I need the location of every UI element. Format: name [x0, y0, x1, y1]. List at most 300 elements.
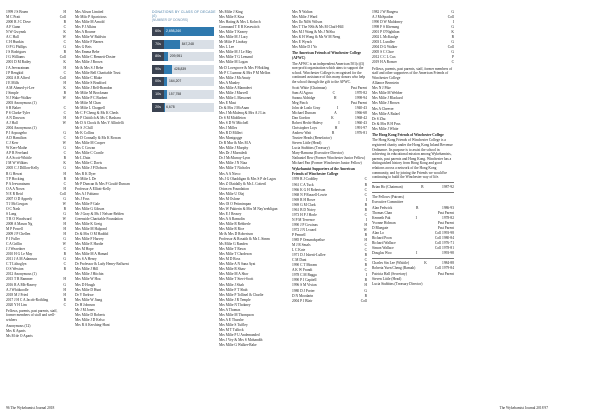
- donor-entry-part-1: B: [63, 176, 66, 181]
- bar-fill: [164, 40, 180, 49]
- section-paragraph: The Hong Kong Friends of Winchester College is a registered charity under the Hong Kong Inland Revenue Ordinance. Its purpose is to assist the school in achieving its educational mission among Wykehamists, parents, past parents and Hong Kong. Winchester has a distinguished history from Hong Kong and good relations across a network of the Hong Kong community, and by joining the Friends we would be continuing to build the Winchester way of life.: [372, 138, 453, 180]
- donor-entry-part-0: A J Hall: [6, 121, 18, 126]
- donor-entry-part-1: C: [364, 212, 367, 217]
- donor-entry: Dr Professor & Lady Henry-Enfluent: [75, 262, 129, 267]
- bar-track: [164, 103, 214, 112]
- donor-entry: Mr Milie L De: [75, 176, 97, 181]
- table-row-part-1: K: [331, 115, 334, 120]
- donor-entry: Mrs Milie J R Temple: [219, 297, 251, 302]
- donor-entry: Dr S M Middleton: [219, 115, 246, 120]
- donor-entry: Mrs A Manley: [219, 80, 240, 85]
- donor-entry: Mrs Milie J N Niaa: [219, 161, 247, 166]
- donor-entry: Mrs Milie C Blake: [75, 75, 103, 80]
- bar-value-label: 847,248: [181, 41, 194, 46]
- donor-entry-part-1: I: [365, 217, 367, 222]
- donor-entry: Mr & Mrs S J Bebe: [75, 65, 104, 70]
- donor-entry: Mrs W Pakterin & Mrs M Nay'seekligan: [219, 206, 278, 211]
- donor-entry-part-1: G: [63, 166, 66, 171]
- committee-row-part-1: K: [424, 261, 427, 266]
- donor-entry-part-1: I: [365, 197, 367, 202]
- donor-entry: Mrs Milie L Massonet: [219, 95, 252, 100]
- donor-entry-part-1: H: [63, 221, 66, 226]
- bar-track: [164, 27, 214, 36]
- donor-entry-part-1: Coll: [59, 191, 66, 196]
- donor-entry-part-0: A D Hamilton: [6, 136, 27, 141]
- donor-entry-part-1: W: [62, 35, 66, 40]
- committee-row-part-1: Past Parent: [437, 226, 454, 231]
- bar-category-label: 20s: [152, 103, 164, 112]
- donor-entry-part-1: C: [63, 181, 66, 186]
- donor-entry-part-0: 2011 J A M Adamson: [6, 257, 38, 262]
- donor-entry-part-1: B: [364, 207, 367, 212]
- committee-row-part-0: Douglas Woo: [372, 251, 392, 256]
- donor-entry: Mrs Alison Limited: [75, 10, 104, 14]
- donor-entry-part-0: 2001 D M Bailey: [6, 60, 32, 65]
- donor-entry: Mr Milo P Aparicious: [75, 15, 107, 20]
- footer-right: The Wykehamist Journal 2018 97: [499, 406, 548, 410]
- donor-entry-part-1: G: [63, 146, 66, 151]
- donor-entry-part-1: C: [63, 136, 66, 141]
- table-row-part-1: B: [331, 130, 335, 135]
- donor-entry: Mr C F Cheng & Ms K Cheds: [75, 110, 119, 115]
- chart-title: DONATIONS BY CLASS OF DECADE (£): [152, 10, 216, 18]
- donor-entry: Mrs Milie A Manndeei: [219, 85, 252, 90]
- donor-entry-part-0: C J Kerr: [6, 141, 19, 146]
- donor-entry: Mrs G Beis: [75, 45, 92, 50]
- donor-column-6: [372, 10, 454, 287]
- section-note: Fellows, parents, past parents, staff, former members of staff and well-wishers: [6, 308, 58, 322]
- committee-row-part-1: Past Parent: [437, 221, 454, 226]
- table-row-part-2: 1940-43: [355, 105, 367, 110]
- donor-entry: Mrs Milie J Ward: [292, 15, 318, 20]
- donor-entry: Ms J G Ohaddigan & Mrs S P de Lagos: [219, 176, 277, 181]
- donor-entry: Mrs Milie J White: [372, 126, 399, 131]
- donor-entry-part-0: C A Grillin: [6, 242, 22, 247]
- donor-entry: Mrs Milie J D Kelso: [75, 317, 105, 322]
- donor-entry: Mrs Montgogge: [219, 136, 243, 141]
- donor-entry-part-1: G: [63, 257, 66, 262]
- donor-entry: Mrs T The NSh & Ms M Chaff-Hill: [292, 25, 344, 30]
- donor-entry: Mrs Milie M J Lacy: [219, 35, 248, 40]
- donor-entry-part-1: B: [364, 293, 367, 298]
- donor-entry-part-1: C: [63, 110, 66, 115]
- donor-entry-part-0: 1990 J P Cowinas: [292, 222, 318, 227]
- donor-entry: Mrs Milie P Tollinel & Charlie: [219, 292, 264, 297]
- donor-entry-part-0: 1971 D J Isberti-Lullee: [292, 253, 326, 258]
- divider: [372, 258, 454, 259]
- donor-entry: Mrs S D W Mitchell: [219, 121, 249, 126]
- donor-entry-part-1: B: [364, 182, 367, 187]
- bar-value-label: 157,758: [168, 91, 182, 96]
- donor-entry-part-0: 1973 H P J Horle: [292, 212, 317, 217]
- donor-entry-part-1: B: [63, 156, 66, 161]
- donor-entry: Mrs Milie Bell Charitable Trust: [75, 70, 121, 75]
- donor-entry: Mr J M Jones: [75, 307, 95, 312]
- donor-entry: Mrs Milie K Greig: [75, 221, 103, 226]
- divider: [372, 192, 454, 193]
- donor-entry: Mrs Milie J Murphy: [219, 146, 249, 151]
- chairman-row-part-1: B: [421, 184, 424, 189]
- table-row-part-0: Robert Hecht-Halevy: [292, 120, 323, 125]
- donor-entry-part-0: 2000 R J C Dove: [6, 20, 31, 25]
- table-row-part-0: Michael Duncan: [292, 110, 316, 115]
- donor-entry: Mrs N Walton: [292, 10, 313, 14]
- donor-entry: Dr J McMurray-Lyon: [219, 156, 251, 161]
- donor-entry-part-0: P S Clarke-Tyler: [6, 110, 30, 115]
- donor-entry: Alliance Bernstein: [372, 81, 399, 86]
- donor-entry-part-1: Coll: [447, 15, 454, 20]
- donor-entry: Mrs Milie M Thompson: [219, 312, 254, 317]
- donor-entry: Mrs Milie T Kearey: [219, 30, 248, 35]
- bar-value-label: 2,698,260: [166, 29, 182, 33]
- divider: [372, 182, 454, 183]
- table-row-part-1: I: [338, 120, 340, 125]
- committee-row-part-2: 1993-98: [442, 251, 454, 256]
- table-row-part-1: H: [333, 95, 337, 100]
- donor-entry: Mrs Milie M J Le May: [219, 50, 253, 55]
- donor-entry: Mrs Milie M Webber: [372, 91, 403, 96]
- committee-row-part-1: Coll 1978-81: [434, 246, 454, 251]
- donor-entry-part-0: O P G Phillips: [6, 45, 27, 50]
- donor-entry: Mrs K H Wong & Ms W M Neng: [292, 35, 341, 40]
- chairman-row-part-2: 1987-92: [442, 184, 454, 189]
- subheading: Executive Committee: [372, 200, 404, 205]
- donor-entry-part-0: A F Gunn: [6, 25, 21, 30]
- donor-entry-part-0: J P Rengkid: [6, 70, 24, 75]
- donor-entry-part-0: 1968 N P Russell-Lewie: [292, 192, 328, 197]
- donor-entry-part-0: A J McSpadon: [372, 15, 394, 20]
- donor-entry: Mrs N J Pike: [372, 86, 391, 91]
- table-row-part-0: Sarana Aldridge: [292, 95, 316, 100]
- donor-entry-part-0: W Kerr-Mathe: [6, 146, 28, 151]
- donor-entry-part-1: C: [364, 243, 367, 248]
- bar-value-label: 164,207: [169, 79, 182, 84]
- donor-entry-part-1: H: [63, 65, 66, 70]
- bar-category-label: 00s: [152, 77, 164, 86]
- donor-entry-part-0: 2015 T R Rammer: [6, 277, 33, 282]
- donor-entry: Mrs Milie J Blackard: [372, 96, 403, 101]
- donor-entry-part-0: A J Whitkoodle: [6, 287, 29, 292]
- donor-entry: Dr R Mur & Mrs M A: [219, 141, 251, 146]
- bar-track: [164, 77, 214, 86]
- donor-entry-part-1: K: [63, 85, 66, 90]
- donor-entry-part-0: M C Pratt: [6, 15, 21, 20]
- donor-entry-part-0: 2008 A Mason Ng: [6, 221, 33, 226]
- donor-entry: Mrs Milie T Nicholes: [219, 166, 251, 171]
- donor-entry-part-0: 2003 L Lundlee: [372, 40, 395, 45]
- donor-entry-part-0: S Lang: [6, 211, 17, 216]
- donor-entry: Mrs P J Alkins: [75, 25, 97, 30]
- donor-entry-part-0: C H Hunkin: [6, 40, 24, 45]
- donor-entry-part-1: C: [63, 151, 66, 156]
- donor-column-2: [75, 10, 147, 328]
- table-row-part-1: I: [337, 105, 339, 110]
- donor-entry: Mrs Milie T Stevi-Scott: [219, 277, 254, 282]
- donor-entry-part-1: K: [63, 60, 66, 65]
- donor-entry: Mrs Milie M Halpond: [75, 227, 107, 232]
- donor-entry-part-0: 2004 P J Blair: [292, 298, 313, 303]
- donor-entry: [372, 60, 454, 65]
- committee-row-part-0: Kenneth Pak: [372, 216, 391, 221]
- donor-entry-part-1: G: [63, 237, 66, 242]
- donor-entry: Mrs C Cowan: [75, 146, 96, 151]
- donor-entry-part-1: B: [63, 50, 66, 55]
- donor-entry-part-1: Coll: [59, 55, 66, 60]
- donor-entry-part-1: C: [63, 25, 66, 30]
- donor-entry-part-1: C: [63, 262, 66, 267]
- table-row-part-1: A: [334, 110, 337, 115]
- donor-entry-part-1: K: [451, 30, 454, 35]
- donor-entry-part-0: 2009 J P Chellen: [6, 232, 31, 237]
- bar-value-label: 428,839: [173, 66, 187, 71]
- donor-entry-part-1: K: [63, 161, 66, 166]
- donor-entry: Mrs Milie N Thokney: [219, 302, 251, 307]
- donor-entry-part-1: B: [364, 263, 367, 268]
- donor-entry: Mrs Milie T Chodeson: [219, 252, 252, 257]
- donor-entry: Dr & Mrs J McAnan: [219, 105, 249, 110]
- trustee-entry: Nathaniel Rew (Former Winchester Junior Fellow): [292, 156, 366, 161]
- donor-entry-part-1: I: [365, 273, 367, 278]
- committee-row-part-0: Yvonne Holman: [372, 221, 396, 226]
- committee-row-part-1: Past Parent: [437, 271, 454, 276]
- donor-column-4: [219, 10, 285, 348]
- donor-entry: [6, 303, 66, 308]
- donor-entry-part-0: 1966 K G H Robertson: [292, 187, 326, 192]
- donor-entry: Command T E R Kesewitch: [219, 25, 260, 30]
- donor-entry-part-0: A M Ahmed-yi-Lee: [6, 85, 35, 90]
- donor-entry-part-1: B: [63, 206, 66, 211]
- donor-entry-part-0: 2005 C J Dilllon-Kelly: [6, 166, 40, 171]
- donor-entry: Mrs Milie J Shah: [219, 282, 244, 287]
- donor-entry-part-0: M P Powell: [6, 227, 23, 232]
- donor-entry-part-1: B: [451, 35, 454, 40]
- committee-row-part-1: Coll 1976-71: [434, 241, 454, 246]
- donor-entry: [6, 334, 66, 339]
- donor-entry-part-1: H: [63, 10, 66, 14]
- donor-entry: Mrs Milie P U Andemanded: [219, 333, 260, 337]
- donor-entry: Mr D A Chock & Mrs Y Allinfelli: [75, 121, 124, 126]
- table-header-part-1: Past Parent: [350, 85, 367, 90]
- donor-entry-part-0: P A Jeevaratnam: [6, 181, 30, 186]
- donor-entry-part-0: 2002 L McKaulge: [372, 35, 399, 40]
- donor-entry: Mrs Milie M Logan: [219, 60, 248, 65]
- donor-entry-part-1: C: [364, 187, 367, 192]
- donor-entry: Ms J Foss: [75, 196, 90, 201]
- donor-entry-part-0: 1990 D W Muldoney: [372, 20, 403, 25]
- donor-entry-part-1: Coll: [59, 75, 66, 80]
- committee-row-part-0: Simon Wallace: [372, 246, 394, 251]
- table-row-part-0: Christopher Loys: [292, 125, 318, 130]
- donor-entry-part-0: T P Hocking: [6, 176, 25, 181]
- table-row-part-2: 1991-97: [355, 125, 367, 130]
- donor-entry: Mrs Milie S Bradford: [75, 80, 107, 85]
- donor-entry-part-0: N W Gwynnk: [6, 30, 27, 35]
- donor-entry-part-1: H: [63, 232, 66, 237]
- donor-entry-part-0: L C Kote: [292, 248, 306, 253]
- donor-column-5: [292, 10, 367, 304]
- donor-entry-part-0: Anonymous (12): [6, 323, 31, 328]
- donor-entry: Mr P Duncan & Mrs F Gould-Duncan: [75, 181, 130, 186]
- donor-entry-part-0: 1985 P Ormandspeilue: [292, 238, 325, 243]
- donor-entry: Mr Milie L Chappell: [75, 105, 105, 110]
- donor-entry-part-0: 1999 J S Bruen: [6, 10, 29, 14]
- chart-subtitle: (NUMBER OF DONORS): [152, 18, 189, 22]
- donor-entry-part-1: H: [63, 287, 66, 292]
- donor-entry: Mrs Milie J Marvell: [219, 90, 249, 95]
- donor-entry-part-1: C: [63, 70, 66, 75]
- donor-entry-part-0: 2020 Y H Lim: [6, 302, 27, 307]
- donor-entry-part-0: O A A Nown: [6, 186, 25, 191]
- donor-entry-part-1: W: [62, 216, 66, 221]
- donor-entry-part-0: 1959 R J Coddley: [292, 177, 318, 182]
- bar-track: [164, 90, 214, 99]
- donor-entry-part-1: B: [364, 232, 367, 237]
- donor-entry-part-1: B: [63, 252, 66, 257]
- donor-entry: Mrs D Hough: [75, 282, 95, 287]
- donor-entry-part-0: 1969 G M Clark: [292, 202, 316, 207]
- committee-row-part-2: 1984-88: [442, 261, 454, 266]
- donor-entry-part-0: C T Lithoglyn: [6, 262, 27, 267]
- donor-entry: Mrs Milie R Rice: [219, 227, 245, 232]
- bar-row: [152, 51, 216, 64]
- donor-entry: Mr D Connally & Ms K Rowan: [75, 136, 121, 141]
- bar-fill: [164, 65, 172, 74]
- committee-entry: Lucia Stubbins (Treasury Director): [372, 281, 423, 286]
- donor-entry: Mrs Milie W Hoa: [75, 277, 101, 282]
- donor-entry-part-1: C: [451, 60, 454, 65]
- donor-entry-part-1: B: [364, 202, 367, 207]
- donor-entry: Mrs Milie D Roberts: [75, 312, 106, 317]
- donor-entry: Mr K Collins: [75, 131, 95, 136]
- donor-entry-part-0: M J R Smals: [292, 243, 311, 248]
- donor-entry-part-0: 2012 C C L Cux: [372, 55, 396, 60]
- donor-entry: Mrs Emma Bebe: [75, 50, 100, 55]
- donor-entry-part-0: 1961 C A Tuck: [292, 182, 314, 187]
- donor-entry-part-0: 1978 C M Bagga: [292, 273, 317, 278]
- donor-entry-part-0: S B Baker: [6, 105, 21, 110]
- donor-entry: Mrs Milie P Gale: [75, 201, 100, 206]
- donor-column-1: [6, 10, 66, 339]
- chairman-row: [372, 185, 454, 190]
- committee-row-part-1: Past Parent: [437, 210, 454, 215]
- bar-category-label: 10s: [152, 90, 164, 99]
- donor-entry-part-0: J G Williams: [6, 55, 25, 60]
- donor-entry-part-1: H: [364, 222, 367, 227]
- donor-entry: Mrs A A Ramsdin: [219, 216, 245, 221]
- table-row-part-0: Sam Al Agosa: [292, 90, 313, 95]
- committee-row-part-0: Alan Lo: [372, 231, 384, 236]
- bar-fill: [164, 27, 214, 36]
- donor-entry-part-0: A N Dawson: [6, 115, 25, 120]
- donor-entry-part-0: O S Wexton: [6, 267, 24, 272]
- donor-entry-part-0: 2004 D G Walker: [372, 45, 398, 50]
- donor-entry: Dr H Johnson: [75, 302, 95, 307]
- committee-row-part-0: D Bluegate: [372, 226, 389, 231]
- donor-entry: Mrs S A Henry: [75, 257, 97, 262]
- bar-category-label: 60s: [152, 27, 164, 36]
- donor-entry: Mr & Mrs D Robertson: [219, 232, 253, 237]
- donor-entry-part-1: H: [63, 80, 66, 85]
- donor-entry-part-1: H: [63, 115, 66, 120]
- donor-entry: Mrs Milie W Jiang: [75, 297, 103, 302]
- donor-entry-part-0: 2017 J H C A Jacob-Rothling: [6, 297, 49, 302]
- donor-entry: Mrs R A Kershing-Hunt: [75, 322, 110, 327]
- table-row-part-1: C: [332, 90, 335, 95]
- committee-row: [372, 251, 454, 256]
- donor-entry: Mr Milie P Lindsay: [219, 40, 248, 45]
- donor-entry: Mrs Milie F T Shah: [219, 287, 248, 292]
- bar-category-label: 80s: [152, 52, 164, 61]
- donor-entry: Mrs Milie C Davis: [75, 161, 103, 166]
- donor-entry: Mrs Milie W Baldvin: [75, 35, 106, 40]
- donor-entry-part-0: 2016 R A Mh-Rasery: [6, 282, 37, 287]
- donor-entry-part-1: G: [63, 196, 66, 201]
- donor-entry-part-0: J Simple: [6, 90, 19, 95]
- subheading: The Fellows (Patrons): [372, 194, 404, 199]
- bar-track: [164, 52, 214, 61]
- donor-entry: Mrs M Oslone: [219, 196, 240, 201]
- trustee-entry: Michael Pan (Former Winchester Junior Fellow): [292, 161, 362, 166]
- donor-entry: Professor A Elliott-Kelly: [75, 186, 111, 191]
- donor-entry: Mrs J McMalenq & Mrs A J Lin: [219, 110, 266, 115]
- donor-entry: Mrs Milie J Hill: [75, 267, 99, 272]
- donor-entry-part-0: A C Hall: [6, 35, 19, 40]
- donor-entry: Mr L Dain: [75, 156, 91, 161]
- donor-entry-part-0: 2018 M J Fried: [6, 292, 29, 297]
- donor-entry-part-0: 1961 B D Noiey: [292, 207, 316, 212]
- donor-entry: Mrs Milie P C Burbert: [75, 95, 108, 100]
- donor-entry-part-0: T J McGovgan: [6, 201, 28, 206]
- section-heading: Wykehamist Supporters of the American Friends of Winchester College: [292, 167, 355, 176]
- donor-entry: Mrs Milie J Hitchin: [75, 272, 104, 277]
- donor-entry-part-0: J M W Wilkins: [6, 161, 28, 166]
- trustee-entry: Mary-Ramona (Executive Director): [292, 151, 344, 156]
- table-row-part-1: H: [334, 125, 338, 130]
- bar-track: [164, 65, 214, 74]
- donor-entry-part-0: A K W Frandi: [292, 268, 313, 273]
- donor-entry-part-0: 1982 J W Burgess: [372, 10, 399, 14]
- donor-entry-part-1: H: [63, 277, 66, 282]
- donor-entry-part-1: B: [364, 253, 367, 258]
- donor-entry-part-0: O C Nash: [6, 206, 21, 211]
- donor-entry: Mrs A E Thurshe: [219, 317, 244, 322]
- donor-entry-part-0: 2007 O D Appedy: [6, 196, 33, 201]
- donor-entry-part-0: J E Mills: [6, 80, 19, 85]
- table-row-part-0: Dan Gordon: [292, 115, 310, 120]
- donor-entry-part-0: 2002 A R Alfred: [6, 75, 30, 80]
- donor-entry-part-1: B: [63, 90, 66, 95]
- donor-entry-part-1: G: [451, 25, 454, 30]
- donor-entry: Mrs Milie F Harvey: [75, 237, 104, 242]
- donor-entry: Mrs A Cheever: [372, 106, 394, 111]
- donor-entry: Mrs A A Nieco: [219, 171, 241, 176]
- donor-entry: Mrs R K Dyer: [75, 171, 96, 176]
- donor-entry: Mr J Gray & Ms J Nelson-Belden: [75, 211, 124, 216]
- donor-entry: Mrs Milie J P Dobson: [75, 166, 107, 171]
- bar-track: [164, 40, 214, 49]
- donor-entry-part-1: G: [63, 211, 66, 216]
- donor-entry-part-0: N P M Terrence: [292, 217, 315, 222]
- bar-category-label: 70s: [152, 40, 164, 49]
- trustee-entry: Steven Little (Head): [292, 141, 322, 146]
- donor-entry-part-1: K: [63, 30, 66, 35]
- donor-entry: Mrs J Milles: [219, 126, 238, 131]
- committee-row-part-0: Patricia Hall (Secretary): [372, 271, 407, 276]
- table-header-part-0: Scott White (Chairman): [292, 85, 327, 90]
- donor-entry-part-0: A A Scott-Whittle: [6, 156, 32, 161]
- donor-entry: Mrs Milie R Shaw: [219, 267, 246, 272]
- donor-entry: Mrs A Bourne: [75, 30, 96, 35]
